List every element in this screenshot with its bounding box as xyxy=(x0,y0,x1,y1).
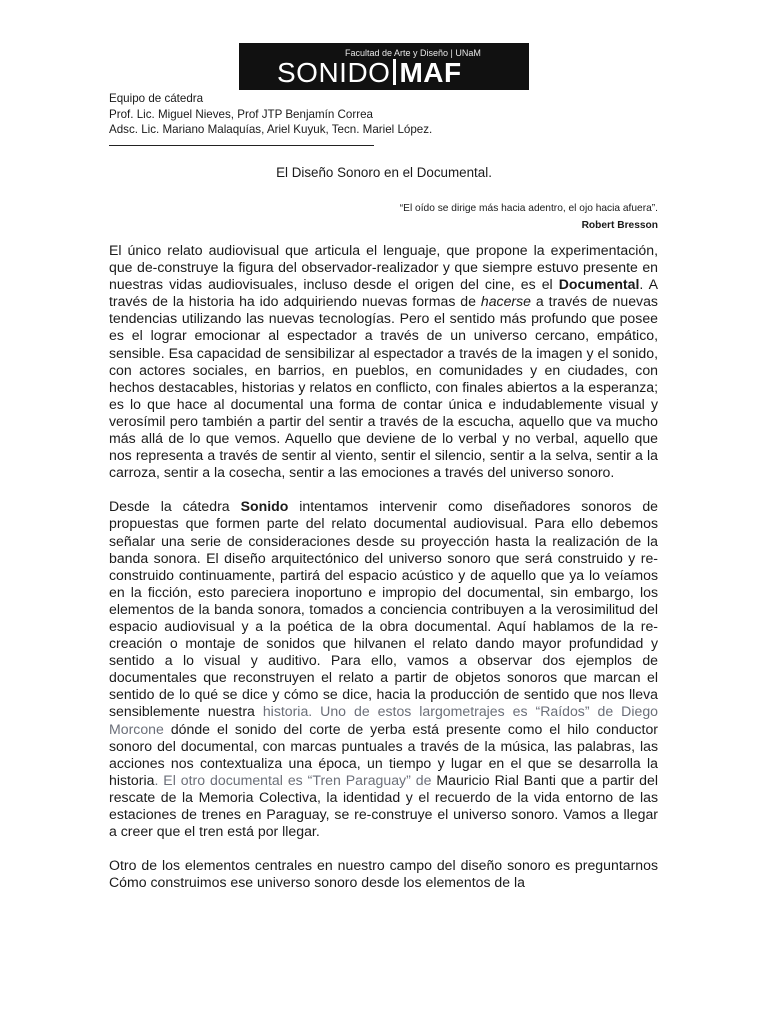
p1-italic-hacerse: hacerse xyxy=(480,293,532,310)
logo-separator xyxy=(393,59,396,85)
p2-text-3: dónde el sonido del corte de yerba está presente como el hilo conductor sonoro del documental, con marcas puntuales a través de la música, las palabras, las acciones nos contextualiza una época, un tiempo y lugar en el que se desarrolla la historia xyxy=(109,720,658,788)
p2-light-tren-paraguay: . El otro documental es “Tren Paraguay” de xyxy=(154,771,437,788)
paragraph-2 xyxy=(109,498,658,840)
logo-word-sonido: SONIDO xyxy=(277,57,391,88)
team-heading: Equipo de cátedra xyxy=(109,92,204,105)
header-logo xyxy=(239,43,529,90)
logo-subtitle: Facultad de Arte y Diseño | UNaM xyxy=(345,48,481,58)
p1-text-3: a través de nuevas tendencias utilizando las nuevas tecnologías. Pero el sentido más profundo que posee es el lograr emocionar al espectador a través de un universo cercano, empático, sensible. Esa capacidad de sensibilizar al espectador a través de la imagen y el sonido, con actores sociales, en barrios, en pueblos, en comunidades y en ciudades, con hechos destacables, historias y relatos en conflicto, con finales abiertos a la esperanza; es lo que hace al documental una forma de contar única e indudablemente visual y verosímil pero también a partir del sentir a través de la escucha, aquello que va mucho más allá de lo que vemos. Aquello que deviene de lo verbal y no verbal, aquello que nos representa a través de sentir al viento, sentir el silencio, sentir a la selva, sentir a la carroza, sentir a la cosecha, sentir a las emociones a través del universo sonoro. xyxy=(109,293,658,481)
p3-text-1: Otro de los elementos centrales en nuestro campo del diseño sonoro es preguntarnos Cómo construimos ese universo sonoro desde los elementos de la xyxy=(109,857,658,891)
team-assistants: Adsc. Lic. Mariano Malaquías, Ariel Kuyuk, Tecn. Mariel López. xyxy=(109,123,433,136)
p2-light-raidos: historia. Uno de estos largometrajes es “Raídos” de Diego Morcone xyxy=(109,703,658,737)
team-block xyxy=(109,91,432,138)
document-title: El Diseño Sonoro en el Documental. xyxy=(276,165,492,180)
p2-text-4: Mauricio Rial Banti que a partir del rescate de la Memoria Colectiva, la identidad y el recuerdo de la vida entorno de las estaciones de trenes en Paraguay, se re-construye el universo sonoro. Vamos a llegar a creer que el tren está por llegar. xyxy=(109,771,658,840)
epigraph-quote: “El oído se dirige más hacia adentro, el ojo hacia afuera”. xyxy=(399,203,658,214)
p2-text-2: intentamos intervenir como diseñadores sonoros de propuestas que formen parte del relato documental audiovisual. Para ello debemos señalar una serie de consideraciones desde su proyección hasta la realización de la banda sonora. El diseño arquitectónico del universo sonoro que será construido y re-construido continuamente, partirá del espacio acústico y de aquello que ya lo veíamos en la ficción, esto pareciera inoportuno e impropio del documental, sin embargo, los elementos de la banda sonora, tomados a conciencia contribuyen a la verosimilitud del espacio audiovisual y a la poética de la obra documental. Aquí hablamos de la re-creación o montaje de sonidos que hilvanen el relato dando mayor profundidad y sentido a lo visual y auditivo. Para ello, vamos a observar dos ejemplos de documentales que reconstruyen el relato a partir de objetos sonoros que marcan el sentido de lo qué se dice y cómo se dice, hacia la producción de sentido que nos lleva sensiblemente nuestra xyxy=(109,498,659,720)
paragraph-3 xyxy=(109,857,658,891)
team-professors: Prof. Lic. Miguel Nieves, Prof JTP Benjamín Correa xyxy=(109,107,373,121)
p2-bold-sonido: Sonido xyxy=(240,498,289,515)
logo-wordmark xyxy=(277,58,462,88)
paragraph-1 xyxy=(109,242,658,481)
header-divider xyxy=(109,145,374,146)
logo-word-maf: MAF xyxy=(399,57,462,88)
p1-bold-documental: Documental xyxy=(558,276,640,293)
epigraph xyxy=(400,200,658,234)
p1-text-1: El único relato audiovisual que articula el lenguaje, que propone la experimentación, que de-construye la figura del observador-realizador y que siempre estuvo presente en nuestras vidas audiovisuales, incluso desde el origen del cine, es el xyxy=(109,242,658,293)
p1-text-2: . A través de la historia ha ido adquiriendo nuevas formas de xyxy=(109,276,658,310)
body-text xyxy=(109,242,658,908)
epigraph-author: Robert Bresson xyxy=(581,220,658,231)
p2-text-1: Desde la cátedra xyxy=(109,498,241,515)
